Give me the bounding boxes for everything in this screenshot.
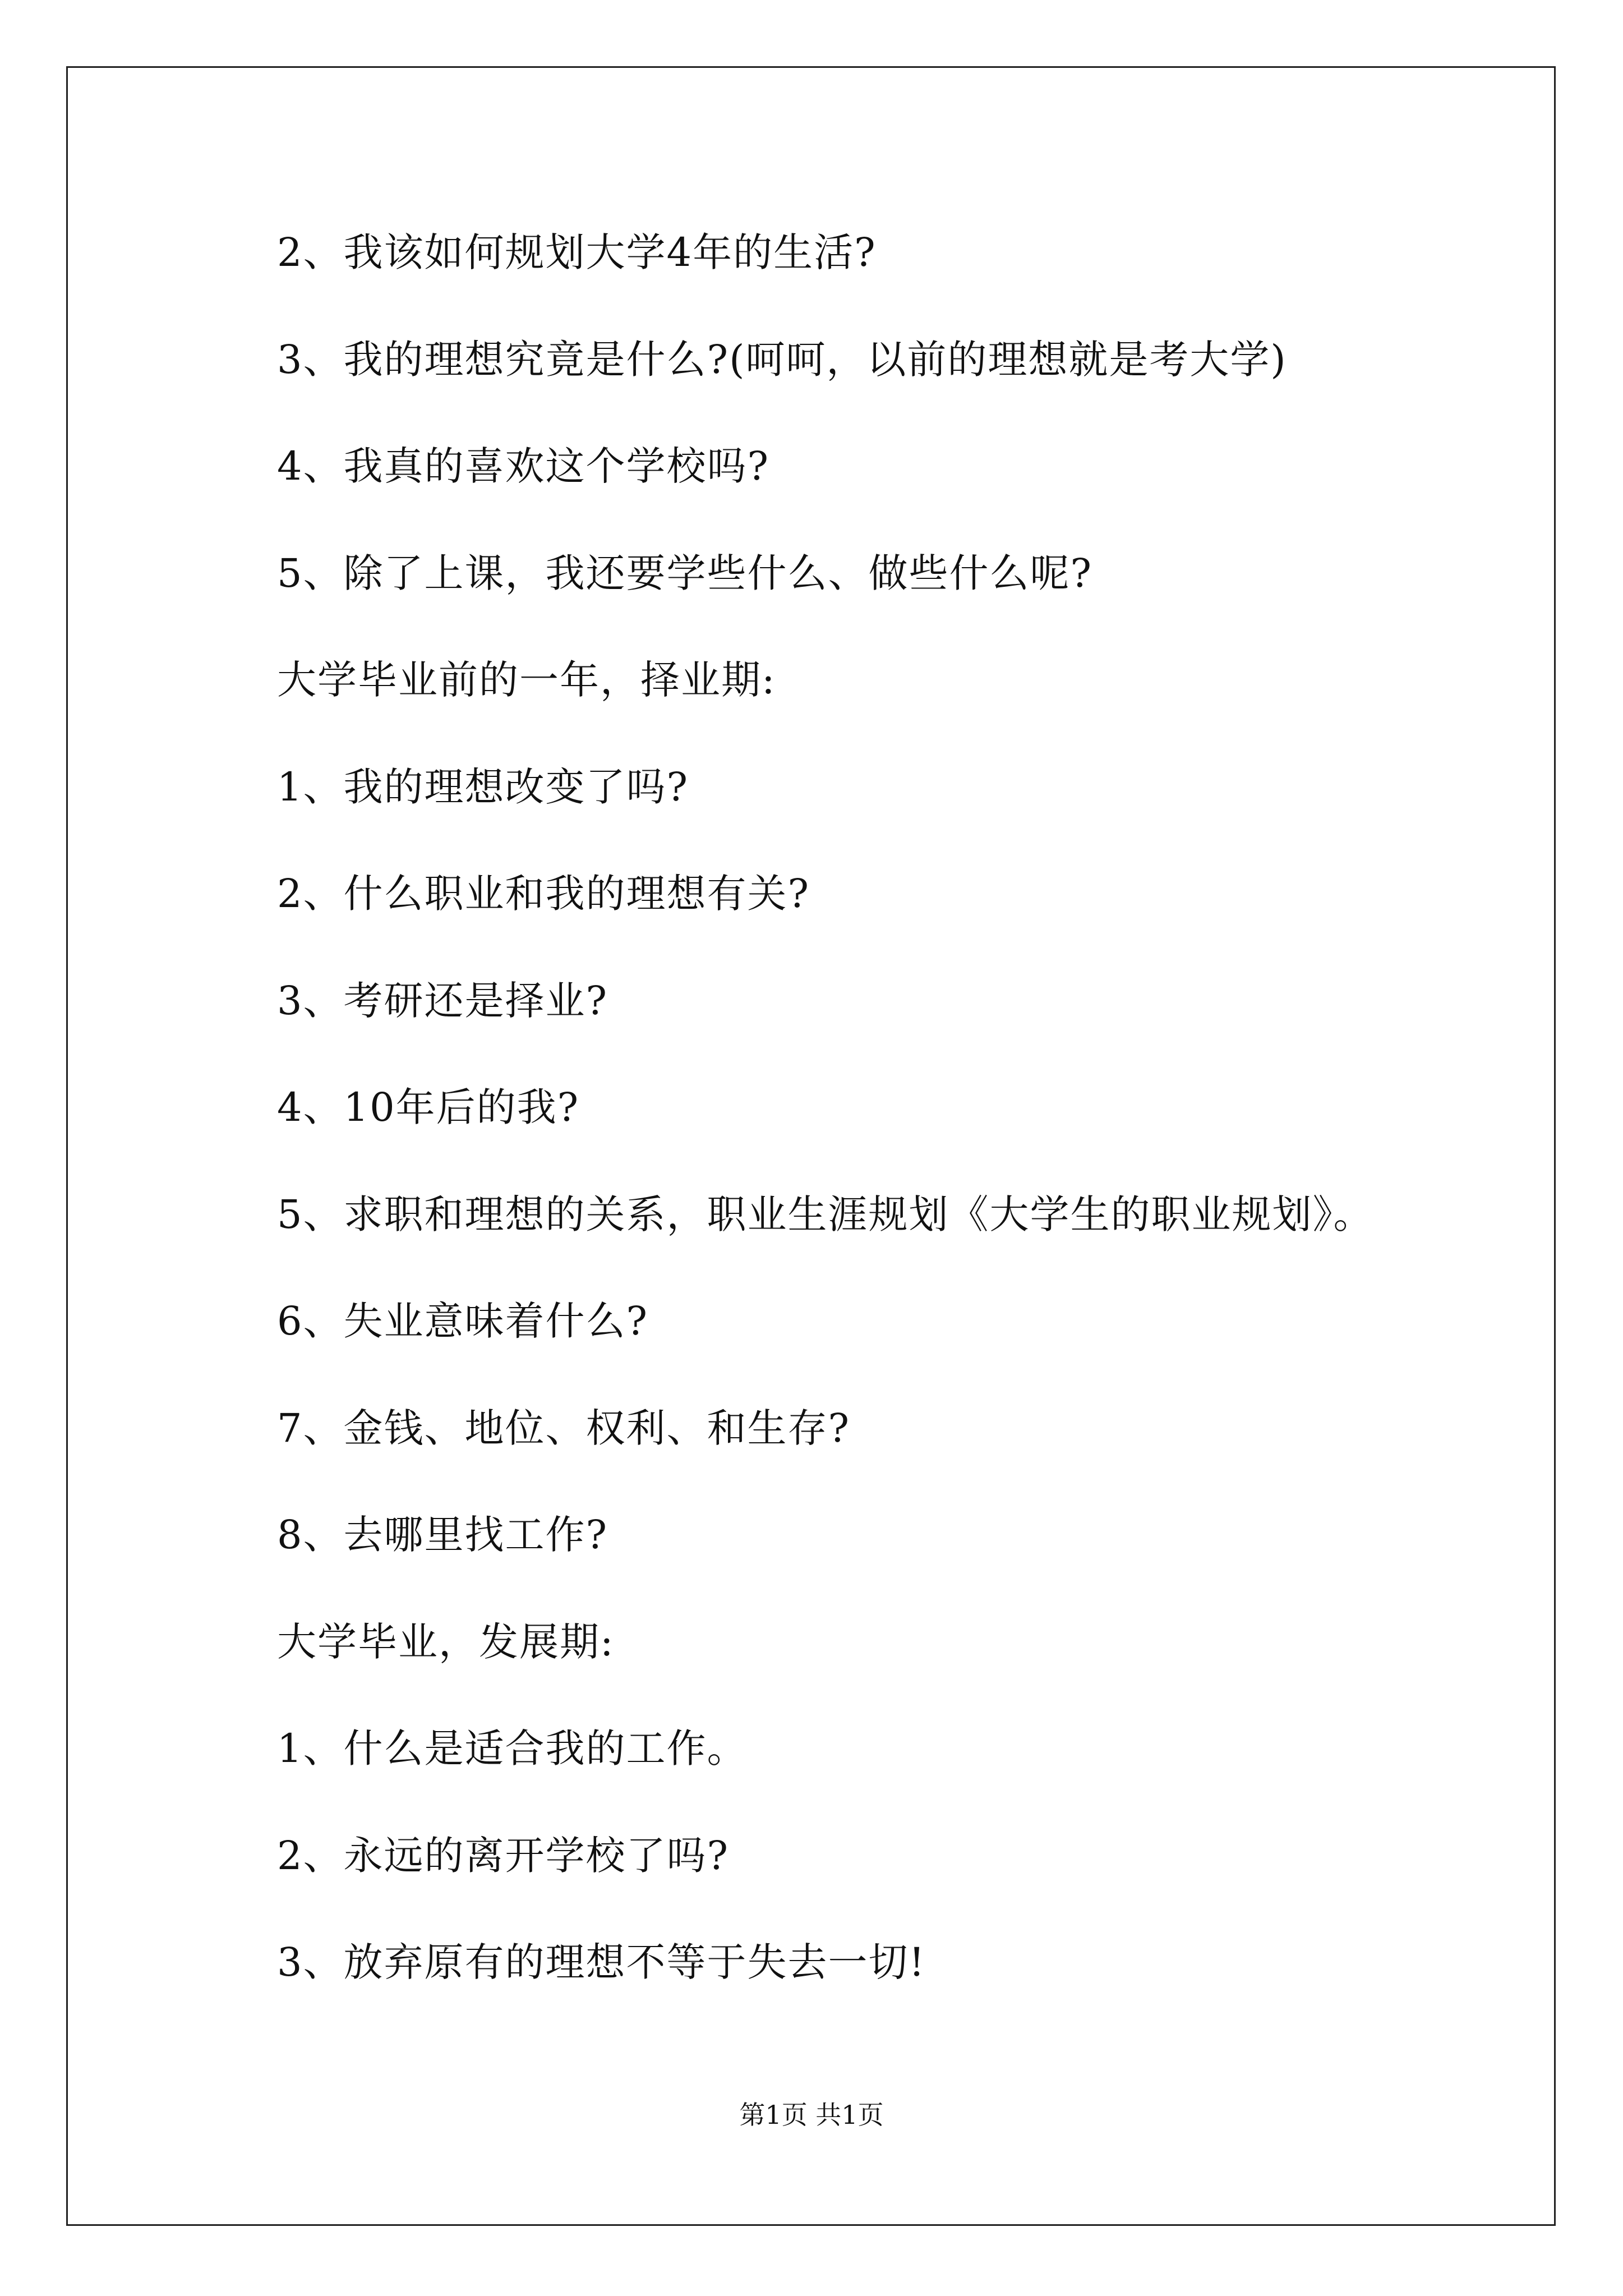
section-heading: 大学毕业前的一年，择业期: [277, 657, 776, 703]
list-item: 4、10年后的我? [277, 1084, 580, 1130]
document-body [277, 227, 1511, 2044]
section-heading: 大学毕业，发展期: [277, 1618, 615, 1665]
list-item: 3、我的理想究竟是什么?(呵呵，以前的理想就是考大学) [277, 336, 1287, 383]
list-item: 2、我该如何规划大学4年的生活? [277, 229, 877, 275]
list-item: 3、考研还是择业? [277, 977, 608, 1024]
list-item: 1、什么是适合我的工作。 [277, 1726, 748, 1772]
page-footer: 第1页 共1页 [739, 2100, 884, 2130]
list-item: 8、去哪里找工作? [277, 1512, 608, 1558]
list-item: 3、放弃原有的理想不等于失去一切! [277, 1939, 926, 1985]
list-item: 2、什么职业和我的理想有关? [277, 871, 810, 917]
list-item: 5、求职和理想的关系，职业生涯规划《大学生的职业规划》。 [277, 1191, 1374, 1237]
list-item: 5、除了上课，我还要学些什么、做些什么呢? [277, 550, 1093, 596]
list-item: 7、金钱、地位、权利、和生存? [277, 1405, 851, 1451]
list-item: 4、我真的喜欢这个学校吗? [277, 443, 770, 489]
list-item: 6、失业意味着什么? [277, 1298, 649, 1344]
list-item: 2、永远的离开学校了吗? [277, 1832, 730, 1879]
list-item: 1、我的理想改变了吗? [277, 763, 689, 810]
